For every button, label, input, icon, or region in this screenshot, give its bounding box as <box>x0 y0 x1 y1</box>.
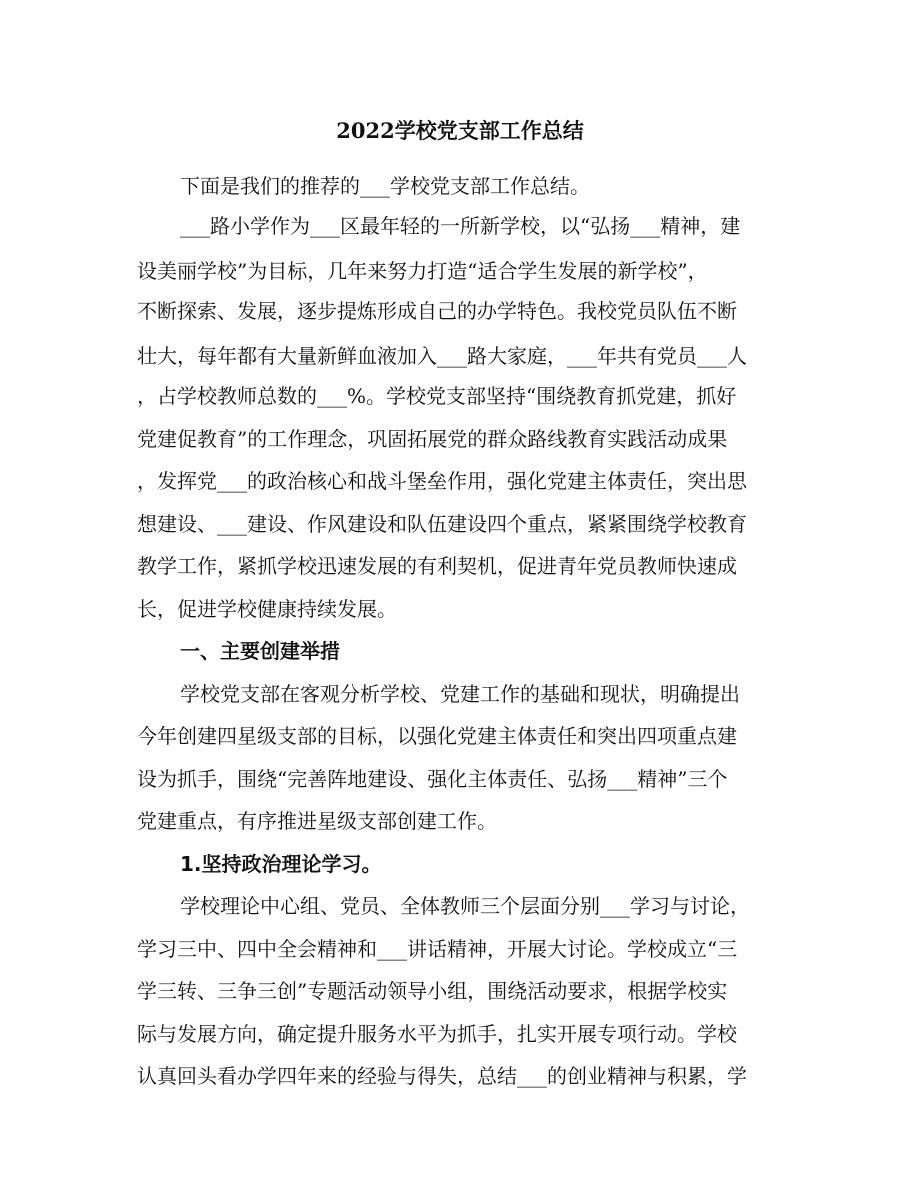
paragraph-line: 学三转、三争三创”专题活动领导小组，围绕活动要求，根据学校实 <box>137 979 728 1003</box>
paragraph-line: 党建重点，有序推进星级支部创建工作。 <box>137 809 497 833</box>
document-title: 2022学校党支部工作总结 <box>336 118 584 143</box>
paragraph-line: ，发挥党___的政治核心和战斗堡垒作用，强化党建主体责任，突出思 <box>137 469 747 493</box>
paragraph-line: 壮大，每年都有大量新鲜血液加入___路大家庭，___年共有党员___人 <box>137 344 747 368</box>
paragraph-line: 认真回头看办学四年来的经验与得失，总结___的创业精神与积累，学 <box>137 1064 747 1088</box>
paragraph-line: 学校理论中心组、党员、全体教师三个层面分别___学习与讨论， <box>180 894 750 918</box>
paragraph-line: 长，促进学校健康持续发展。 <box>137 597 397 621</box>
section-heading: 一、主要创建举措 <box>180 639 340 663</box>
paragraph-line: 教学工作，紧抓学校迅速发展的有利契机，促进青年党员教师快速成 <box>137 554 737 578</box>
paragraph-line: 下面是我们的推荐的___学校党支部工作总结。 <box>180 174 590 198</box>
paragraph-line: ___路小学作为___区最年轻的一所新学校，以“弘扬___精神，建 <box>180 214 741 238</box>
paragraph-line: 设美丽学校”为目标，几年来努力打造“适合学生发展的新学校”， <box>137 259 708 283</box>
paragraph-line: 想建设、___建设、作风建设和队伍建设四个重点，紧紧围绕学校教育 <box>137 512 747 536</box>
paragraph-line: 党建促教育”的工作理念，巩固拓展党的群众路线教育实践活动成果 <box>137 427 728 451</box>
subsection-heading: 1.坚持政治理论学习。 <box>180 852 382 876</box>
paragraph-line: 学校党支部在客观分析学校、党建工作的基础和现状，明确提出 <box>180 682 740 706</box>
paragraph-line: 际与发展方向，确定提升服务水平为抓手，扎实开展专项行动。学校 <box>137 1022 737 1046</box>
paragraph-line: 今年创建四星级支部的目标，以强化党建主体责任和突出四项重点建 <box>137 724 737 748</box>
paragraph-line: ，占学校教师总数的___%。学校党支部坚持“围绕教育抓党建，抓好 <box>137 384 737 408</box>
paragraph-line: 设为抓手，围绕“完善阵地建设、强化主体责任、弘扬___精神”三个 <box>137 767 728 791</box>
paragraph-line: 学习三中、四中全会精神和___讲话精神，开展大讨论。学校成立“三 <box>137 937 738 961</box>
paragraph-line: 不断探索、发展，逐步提炼形成自己的办学特色。我校党员队伍不断 <box>137 299 737 323</box>
